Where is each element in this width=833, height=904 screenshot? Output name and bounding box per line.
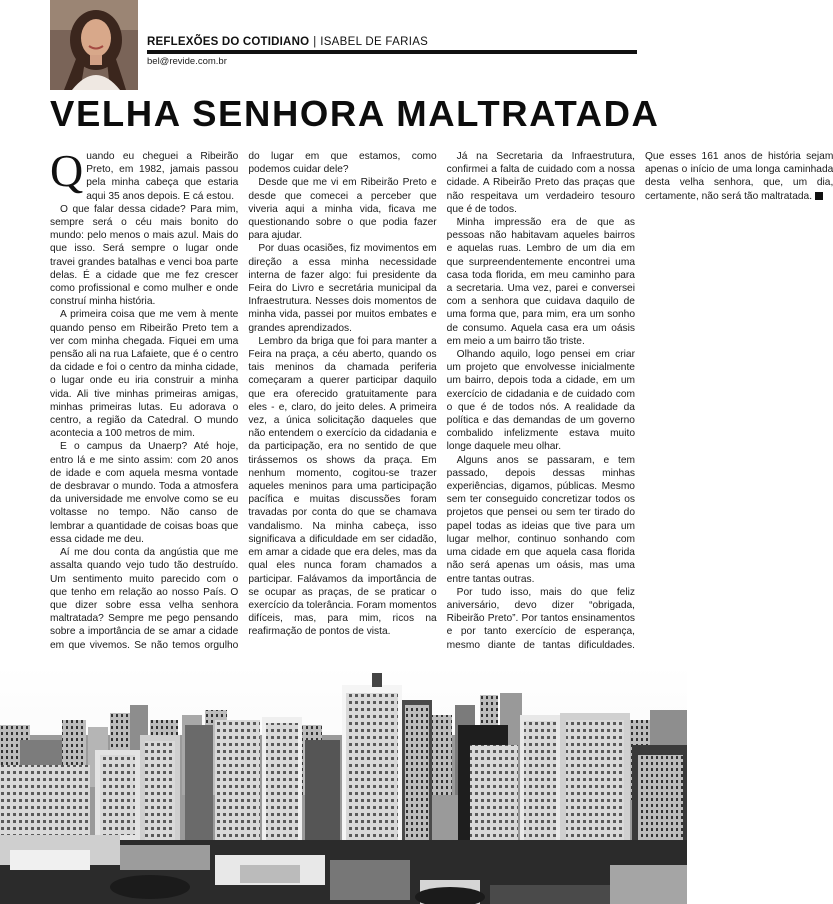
- article-paragraph: Por duas ocasiões, fiz movimentos em direção a essa minha necessidade interna de fazer algo: fui presidente da Feira do Livro e secretária municipal da Infraestrutura. Nesses dois momentos de minha vida, passei por muitos embates e grandes aprendizados.: [248, 243, 437, 334]
- article-paragraph: A primeira coisa que me vem à mente quando penso em Ribeirão Preto tem a ver com minha chegada. Fiquei em uma pensão ali na rua Lafaiete, que é o centro da cidade e foi o centro da minha cidade, o lugar onde eu iria construir a minha vida. Ali tive minhas primeiras amigas, minhas primeiras lutas. Eu adorava o centro, a região da Catedral. O mundo acontecia a 100 metros de mim.: [50, 309, 239, 440]
- drop-cap: Q: [50, 145, 84, 196]
- article-paragraph: Já na Secretaria da Infraestrutura, confirmei a falta de cuidado com a nossa cidade. A Ribeirão Preto das praças que não respeitava um verdadeiro tesouro que é de todos.: [446, 151, 635, 215]
- article-paragraph: Olhando aquilo, logo pensei em criar um projeto que envolvesse inicialmente um bairro, depois toda a cidade, em um exercício de cidadania e de cuidado com o que é de todos nós. A realidade da política e das demandas de um governo combalido infelizmente estava muito longe daquele meu olhar.: [446, 349, 635, 453]
- article-paragraph: Alguns anos se passaram, e tem passado, depois dessas minhas experiências, digamos, públicas. Mesmo sem ter conseguido concretizar todos os projetos que pensei ou sem ter tirado do papel todas as ideias que tive para um lugar melhor, continuo sonhando com uma cidade em que aquela casa florida não será apenas um oásis, mas uma entre tantas outras.: [446, 454, 635, 585]
- city-skyline-icon: [0, 665, 687, 904]
- section-line: [147, 36, 637, 48]
- article-paragraph: [50, 145, 239, 203]
- author-portrait-icon: [50, 0, 138, 90]
- article-paragraph: Desde que me vi em Ribeirão Preto e desde que comecei a perceber que viveria aqui a minha vida, ficava me questionando sobre o que podia fazer para ajudar.: [248, 177, 437, 242]
- article-title: VELHA SENHORA MALTRATADA: [50, 93, 660, 134]
- author-email: bel@revide.com.br: [147, 56, 227, 67]
- header-rule: [147, 50, 637, 54]
- article-paragraph: O que falar dessa cidade? Para mim, sempre será o céu mais bonito do mundo: pelo menos o mais azul. Mais do que isso. Será sempre o lugar onde travei grandes batalhas e venci boa parte delas. É a cidade que me fez crescer como profissional e como mulher e onde construí minha história.: [50, 203, 239, 308]
- author-name: ISABEL DE FARIAS: [320, 36, 429, 48]
- article-body: [50, 145, 833, 660]
- author-photo: [50, 0, 138, 90]
- paragraph-text: uando eu cheguei a Ribeirão Preto, em 1982, jamais passou pela minha cabeça que estaria aqui 35 anos depois. E cá estou.: [86, 151, 239, 202]
- article-paragraph: Aí me dou conta da angústia que me assalta quando vejo tudo tão destruído. Um sentimento muito parecido com o que tenho em relação ao nosso País. O que dizer sobre essa velha senhora maltratada? Sempre me pego pensando sobre a importância de se amar a cidade em que vivemos. Se não temos orgulho do lugar em que estamos, como podemos cuidar dele?: [50, 151, 437, 651]
- article-paragraph: Minha impressão era de que as pessoas não habitavam aqueles bairros e aquelas ruas. Lembro de um dia em que surpreendentemente encontrei uma casa toda florida, em meu caminho para a secretaria. Uma vez, parei e conversei com a senhora que cuidava daquilo de uma forma que, para mim, era um sonho de consumo. Aquela casa era um oásis em meio a um bairro tão triste.: [446, 217, 635, 347]
- column-header: [50, 0, 640, 92]
- end-of-article-icon: [815, 192, 823, 200]
- article-paragraph: E o campus da Unaerp? Até hoje, entro lá e me sinto assim: com 20 anos de idade e com aquela mesma vontade de desbravar o mundo. Toda a atmosfera da universidade me envolve como se eu voltasse no tempo. Não canso de lembrar a quantidade de coisas boas que essa cidade me deu.: [50, 441, 239, 545]
- city-skyline-photo: [0, 665, 687, 904]
- section-separator: |: [313, 36, 317, 48]
- section-title: REFLEXÕES DO COTIDIANO: [147, 36, 310, 48]
- paragraph-text: Por tudo isso, mais do que feliz aniversário, devo dizer “obrigada, Ribeirão Preto”. Por tantos ensinamentos e por tanto exercício de esperança, mesmo diante de tantas dificuldades. Que esses 161 anos de história sejam apenas o início de uma longa caminhada desta velha senhora, que, um dia, certamente, não será tão maltratada.: [446, 151, 833, 651]
- article-paragraph: Lembro da briga que foi para manter a Feira na praça, a céu aberto, quando os tais meninos da chamada periferia começaram a querer participar daquilo que era oferecido gratuitamente para eles - e, claro, do jeito deles. A primeira vez, a única solicitação daqueles que não entendem o exercício da cidadania e da participação, era no sentido de que tirássemos os shows da praça. Em nenhum momento, cogitou-se trazer aqueles meninos para uma participação pacífica e muitas discussões foram travadas por conta do que se chamava vandalismo. Na minha cabeça, isso significava a dificuldade em ser cidadão, em amar a cidade que era deles, mas da qual eles nunca foram chamados a participar. Falávamos da importância de se ocupar as praças, de se praticar o exercício da tolerância. Foram momentos difíceis, mas, para mim, ricos na reafirmação de pontos de vista.: [248, 335, 437, 638]
